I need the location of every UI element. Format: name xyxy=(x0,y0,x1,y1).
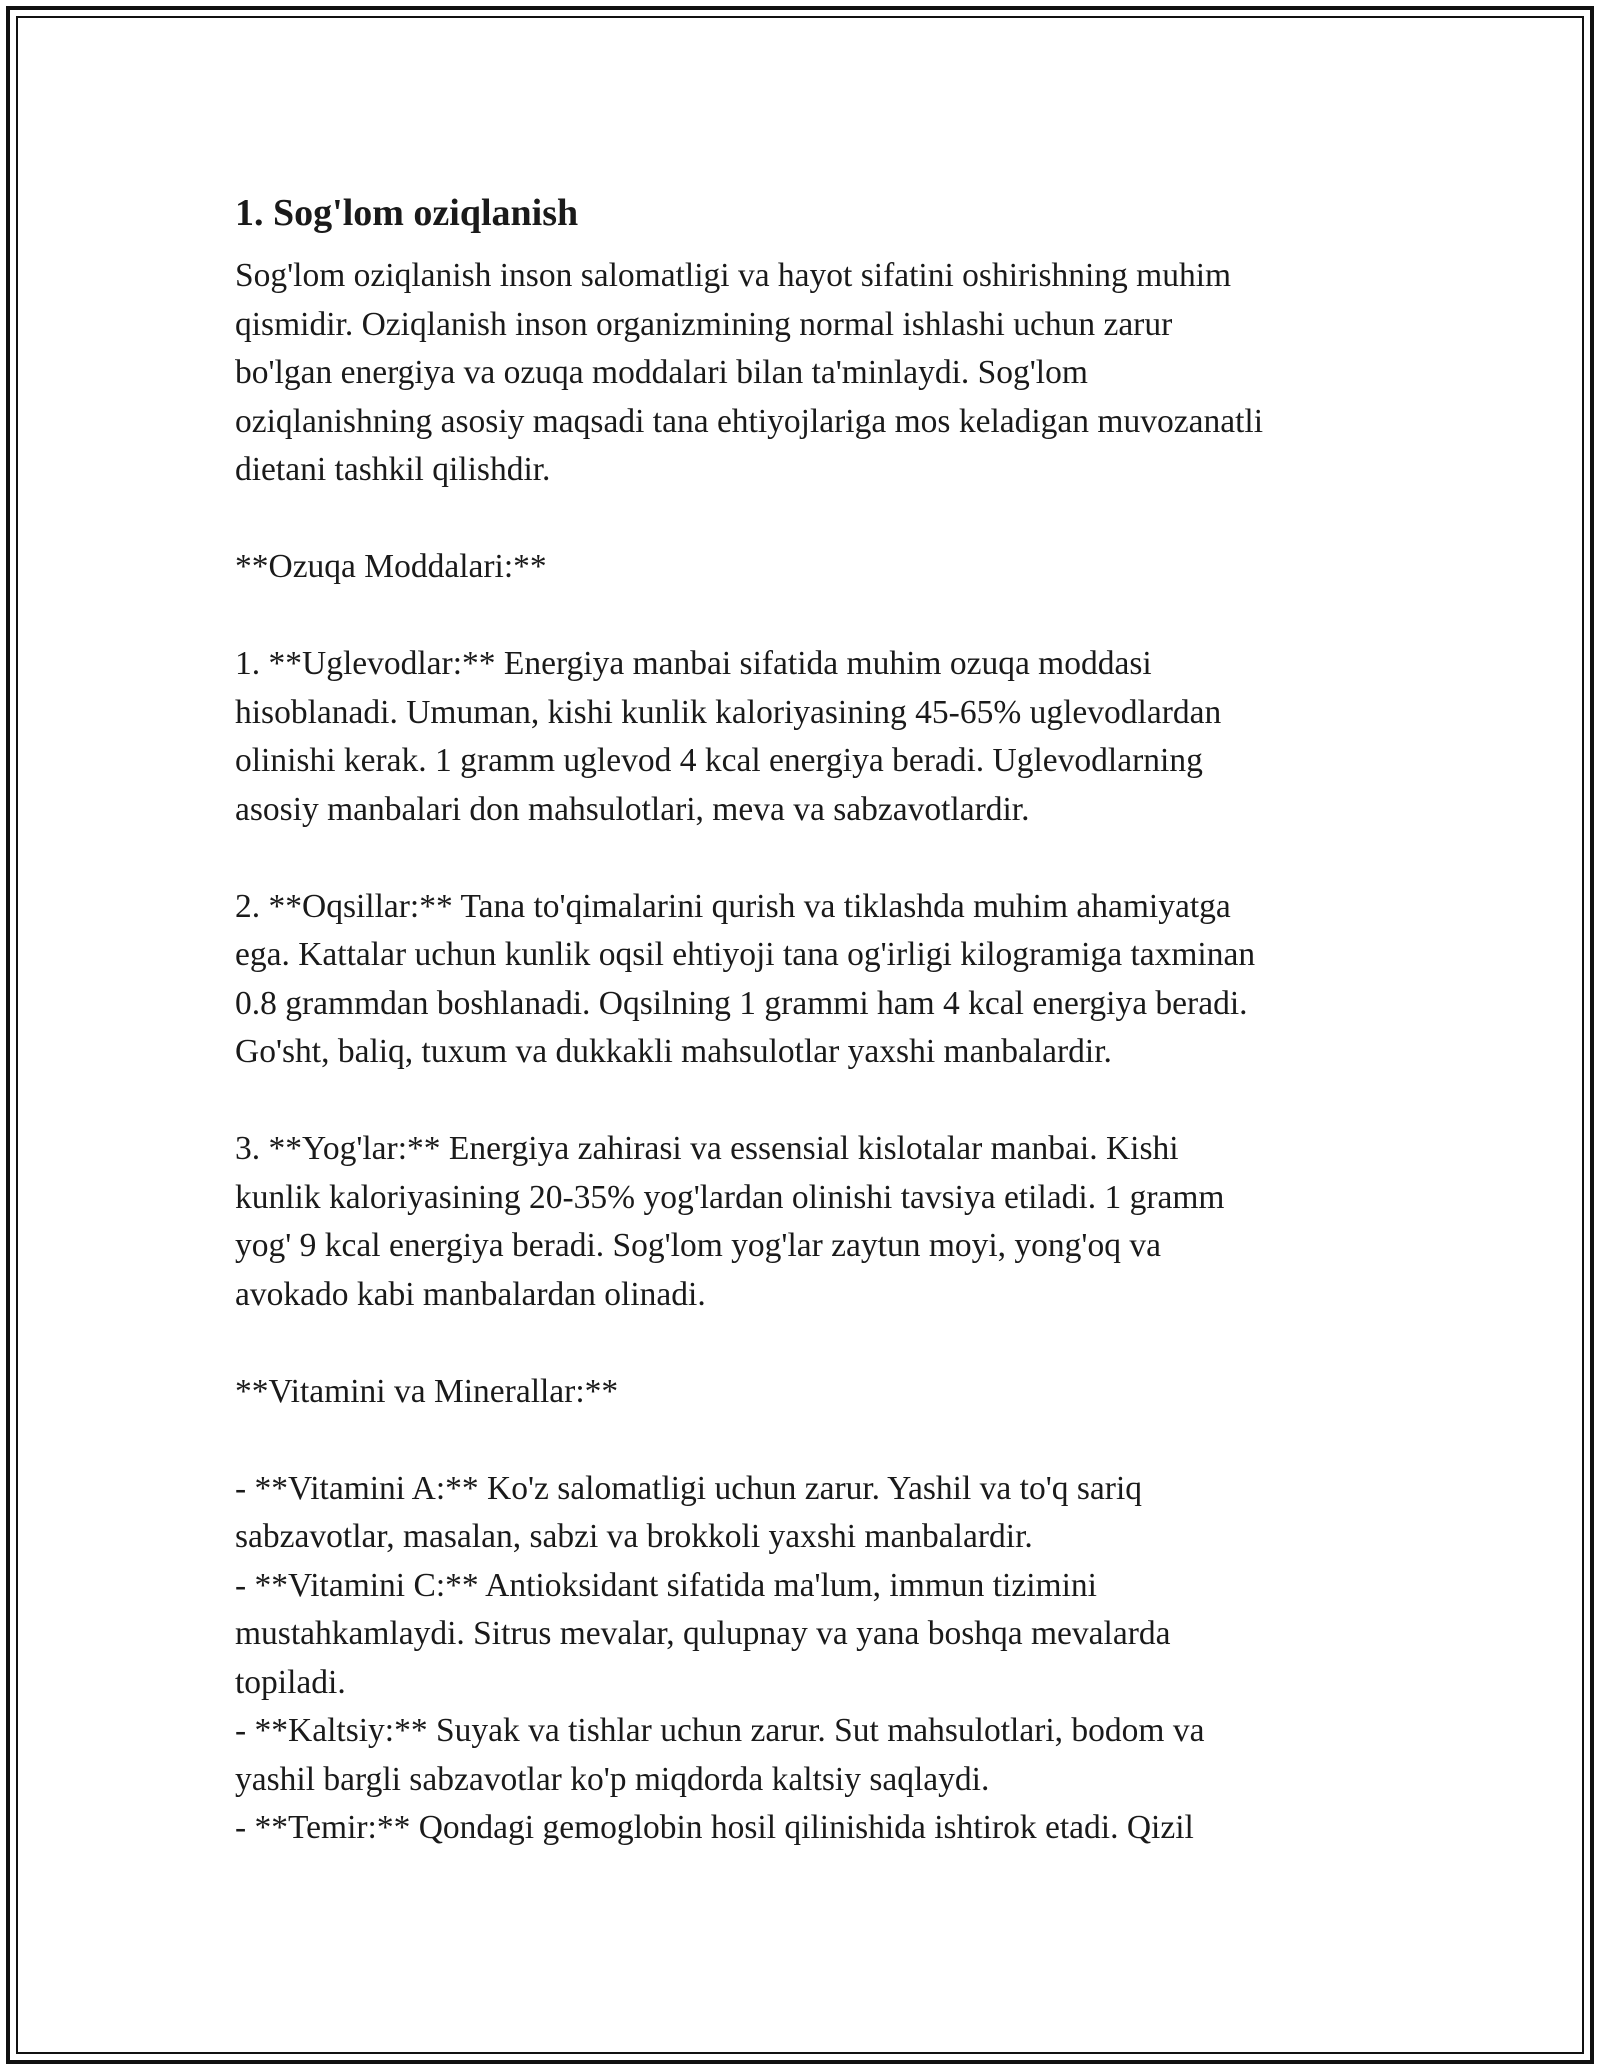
text-line: 1. **Uglevodlar:** Energiya manbai sifatida muhim ozuqa moddasi xyxy=(235,645,1152,682)
text-line: hisoblanadi. Umuman, kishi kunlik kaloriyasining 45-65% uglevodlardan xyxy=(235,693,1222,731)
text-line: yog' 9 kcal energiya beradi. Sog'lom yog'lar zaytun moyi, yong'oq va xyxy=(235,1227,1161,1264)
paragraph xyxy=(235,1368,1375,1417)
paragraph-gap xyxy=(235,495,1375,544)
text-line: - **Kaltsiy:** Suyak va tishlar uchun zarur. Sut mahsulotlari, bodom va xyxy=(235,1712,1205,1749)
text-line: olinishi kerak. 1 gramm uglevod 4 kcal energiya beradi. Uglevodlarning xyxy=(235,742,1203,779)
paragraph-gap xyxy=(235,834,1375,883)
text-line: - **Vitamini C:** Antioksidant sifatida ma'lum, immun tizimini xyxy=(235,1566,1097,1604)
text-line: yashil bargli sabzavotlar ko'p miqdorda kaltsiy saqlaydi. xyxy=(235,1760,990,1798)
text-line: topiladi. xyxy=(235,1663,346,1701)
text-line: mustahkamlaydi. Sitrus mevalar, qulupnay va yana boshqa mevalarda xyxy=(235,1615,1171,1652)
text-line: avokado kabi manbalardan olinadi. xyxy=(235,1275,706,1313)
text-line: dietani tashkil qilishdir. xyxy=(235,451,551,488)
text-line: ega. Kattalar uchun kunlik oqsil ehtiyoji tana og'irligi kilogramiga taxminan xyxy=(235,936,1256,973)
text-line: bo'lgan energiya va ozuqa moddalari bilan ta'minlaydi. Sog'lom xyxy=(235,354,1088,391)
paragraph-gap xyxy=(235,592,1375,641)
text-line: 3. **Yog'lar:** Energiya zahirasi va essensial kislotalar manbai. Kishi xyxy=(235,1130,1179,1167)
text-line: Sog'lom oziqlanish inson salomatligi va hayot sifatini oshirishning muhim xyxy=(235,257,1232,294)
text-line: 2. **Oqsillar:** Tana to'qimalarini qurish va tiklashda muhim ahamiyatga xyxy=(235,887,1231,925)
paragraph xyxy=(235,252,1375,495)
document-page xyxy=(235,188,1375,1853)
text-line: kunlik kaloriyasining 20-35% yog'lardan olinishi tavsiya etiladi. 1 gramm xyxy=(235,1178,1225,1216)
text-line: **Vitamini va Minerallar:** xyxy=(235,1372,619,1410)
paragraph xyxy=(235,883,1375,1077)
text-line: - **Temir:** Qondagi gemoglobin hosil qilinishida ishtirok etadi. Qizil xyxy=(235,1809,1194,1846)
text-line: **Ozuqa Moddalari:** xyxy=(235,548,547,585)
text-line: oziqlanishning asosiy maqsadi tana ehtiyojlariga mos keladigan muvozanatli xyxy=(235,402,1264,440)
paragraph-gap xyxy=(235,1319,1375,1368)
text-line: qismidir. Oziqlanish inson organizmining normal ishlashi uchun zarur xyxy=(235,305,1173,343)
paragraph-gap xyxy=(235,1416,1375,1465)
text-line: - **Vitamini A:** Ko'z salomatligi uchun zarur. Yashil va to'q sariq xyxy=(235,1469,1143,1507)
text-line: Go'sht, baliq, tuxum va dukkakli mahsulotlar yaxshi manbalardir. xyxy=(235,1033,1112,1070)
paragraph xyxy=(235,1125,1375,1319)
document-body xyxy=(235,252,1375,1853)
paragraph xyxy=(235,640,1375,834)
text-line: sabzavotlar, masalan, sabzi va brokkoli yaxshi manbalardir. xyxy=(235,1518,1033,1555)
section-heading: 1. Sog'lom oziqlanish xyxy=(235,192,579,234)
text-line: asosiy manbalari don mahsulotlari, meva va sabzavotlardir. xyxy=(235,790,1030,828)
paragraph-gap xyxy=(235,1077,1375,1126)
paragraph xyxy=(235,543,1375,592)
paragraph xyxy=(235,1465,1375,1853)
text-line: 0.8 grammdan boshlanadi. Oqsilning 1 grammi ham 4 kcal energiya beradi. xyxy=(235,984,1248,1022)
